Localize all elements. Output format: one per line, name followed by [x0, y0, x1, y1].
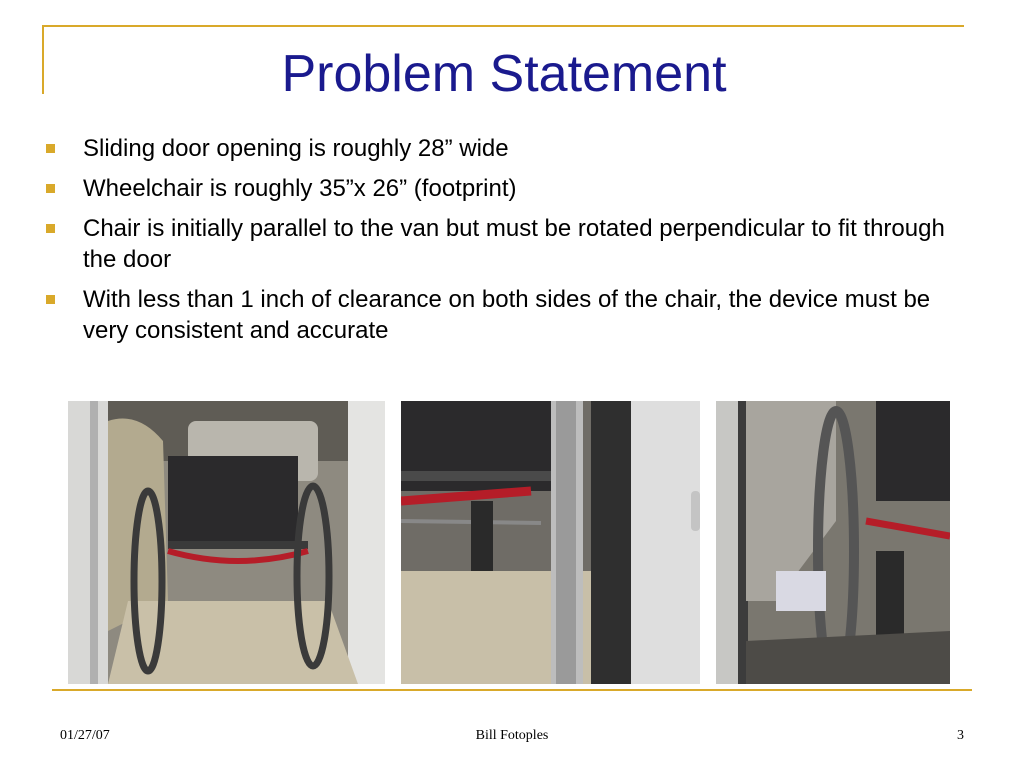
slide-number: 3 — [957, 728, 964, 743]
square-bullet-icon — [46, 184, 55, 193]
bullet-item — [44, 284, 964, 346]
footer-author: Bill Fotoples — [475, 728, 549, 743]
bullet-text: Wheelchair is roughly 35”x 26” (footprint) — [83, 175, 517, 202]
footer-rule — [52, 689, 972, 691]
bullet-item — [44, 213, 964, 275]
bullet-text: With less than 1 inch of clearance on both sides of the chair, the device must be very consistent and accurate — [83, 286, 931, 344]
square-bullet-icon — [46, 224, 55, 233]
bullet-item — [44, 173, 964, 204]
slide-title: Problem Statement — [281, 45, 727, 103]
photo-wheel-clearance — [716, 401, 950, 684]
bullet-item — [44, 133, 964, 164]
square-bullet-icon — [46, 144, 55, 153]
footer-date: 01/27/07 — [60, 728, 110, 743]
bullet-text: Chair is initially parallel to the van but must be rotated perpendicular to fit through the door — [83, 215, 945, 273]
bullet-text: Sliding door opening is roughly 28” wide — [83, 135, 509, 162]
square-bullet-icon — [46, 295, 55, 304]
frame-top-rule — [42, 25, 964, 27]
photo-wheelchair-in-van — [68, 401, 385, 684]
bullet-list — [44, 133, 964, 355]
photo-wheel-at-door-frame — [401, 401, 700, 684]
